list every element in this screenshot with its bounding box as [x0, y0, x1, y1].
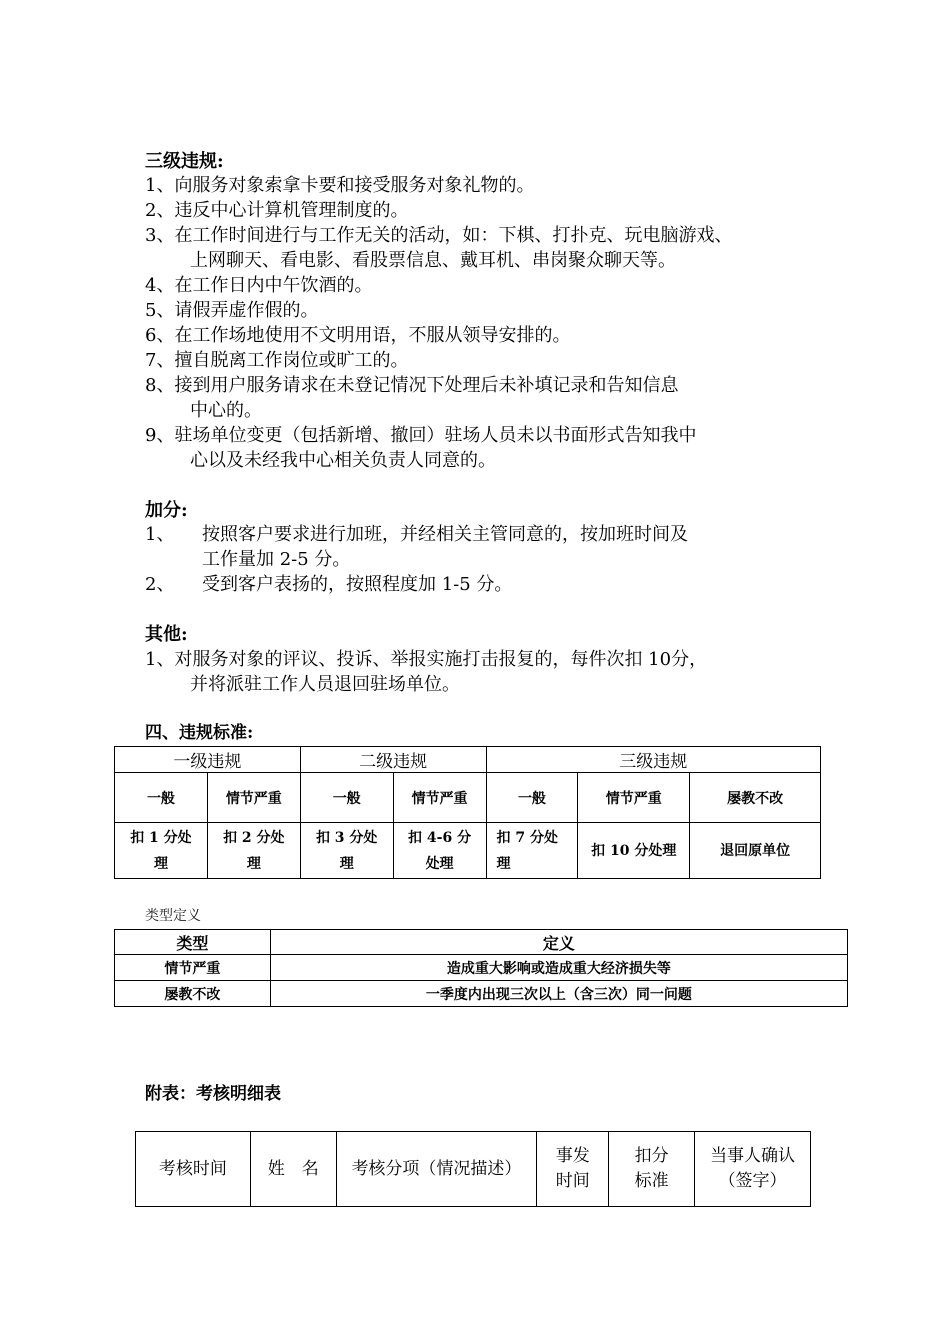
value-cell: 扣 2 分处理	[207, 823, 300, 879]
sub-cell: 一般	[486, 773, 578, 823]
level3-item-9: 9、驻场单位变更（包括新增、撤回）驻场人员未以书面形式告知我中	[145, 425, 697, 446]
definition-caption: 类型定义	[145, 908, 201, 924]
other-item-1-cont: 并将派驻工作人员退回驻场单位。	[190, 674, 460, 695]
definition-cell: 一季度内出现三次以上（含三次）同一问题	[270, 981, 847, 1007]
level3-item-9-cont: 心以及未经我中心相关负责人同意的。	[190, 450, 496, 471]
definition-cell: 造成重大影响或造成重大经济损失等	[270, 955, 847, 981]
level3-item-8: 8、接到用户服务请求在未登记情况下处理后未补填记录和告知信息	[145, 375, 679, 396]
level3-item-4: 4、在工作日内中午饮酒的。	[145, 275, 373, 296]
header-deduction-standard: 扣分标准	[609, 1132, 695, 1207]
sub-cell: 情节严重	[393, 773, 486, 823]
bonus-title: 加分:	[145, 500, 188, 521]
sub-cell: 情节严重	[578, 773, 690, 823]
value-cell: 退回原单位	[690, 823, 821, 879]
level3-item-3-cont: 上网聊天、看电影、看股票信息、戴耳机、串岗聚众聊天等。	[190, 250, 676, 271]
header-type: 类型	[115, 930, 271, 955]
header-assess-item: 考核分项（情况描述）	[336, 1132, 537, 1207]
bonus-item-2-num: 2、	[145, 574, 175, 595]
value-cell: 扣 4-6 分处理	[393, 823, 486, 879]
header-definition: 定义	[270, 930, 847, 955]
bonus-item-1: 按照客户要求进行加班，并经相关主管同意的，按加班时间及	[202, 524, 688, 545]
header-assess-time: 考核时间	[136, 1132, 251, 1207]
sub-cell: 情节严重	[207, 773, 300, 823]
other-item-1: 1、对服务对象的评议、投诉、举报实施打击报复的，每件次扣 10分，	[145, 649, 708, 670]
group-level3: 三级违规	[486, 747, 821, 773]
sub-cell: 屡教不改	[690, 773, 821, 823]
group-level1: 一级违规	[115, 747, 301, 773]
type-definition-table	[114, 929, 848, 1007]
bonus-item-1-cont: 工作量加 2-5 分。	[202, 549, 351, 570]
level3-item-1: 1、向服务对象索拿卡要和接受服务对象礼物的。	[145, 175, 535, 196]
level3-item-2: 2、违反中心计算机管理制度的。	[145, 200, 409, 221]
header-incident-time: 事发时间	[537, 1132, 609, 1207]
header-name: 姓 名	[250, 1132, 336, 1207]
bonus-item-2: 受到客户表扬的，按照程度加 1-5 分。	[202, 574, 513, 595]
level3-item-7: 7、擅自脱离工作岗位或旷工的。	[145, 350, 409, 371]
assessment-detail-table	[135, 1131, 811, 1207]
value-cell: 扣 3 分处理	[300, 823, 393, 879]
value-cell: 扣 10 分处理	[578, 823, 690, 879]
type-cell: 情节严重	[115, 955, 271, 981]
other-title: 其他:	[145, 624, 188, 645]
value-cell: 扣 7 分处理	[486, 823, 578, 879]
level3-item-8-cont: 中心的。	[190, 400, 262, 421]
sub-cell: 一般	[115, 773, 208, 823]
level3-item-3: 3、在工作时间进行与工作无关的活动，如：下棋、打扑克、玩电脑游戏、	[145, 225, 733, 246]
header-party-confirm: 当事人确认（签字）	[695, 1132, 811, 1207]
group-level2: 二级违规	[300, 747, 486, 773]
appendix-title: 附表：考核明细表	[145, 1084, 281, 1104]
violation-standard-table	[114, 746, 821, 879]
bonus-item-1-num: 1、	[145, 524, 175, 545]
level3-item-5: 5、请假弄虚作假的。	[145, 300, 319, 321]
standard-title: 四、违规标准:	[145, 723, 254, 743]
value-cell: 扣 1 分处理	[115, 823, 208, 879]
level3-item-6: 6、在工作场地使用不文明用语，不服从领导安排的。	[145, 325, 571, 346]
level3-title: 三级违规:	[145, 151, 224, 172]
type-cell: 屡教不改	[115, 981, 271, 1007]
sub-cell: 一般	[300, 773, 393, 823]
